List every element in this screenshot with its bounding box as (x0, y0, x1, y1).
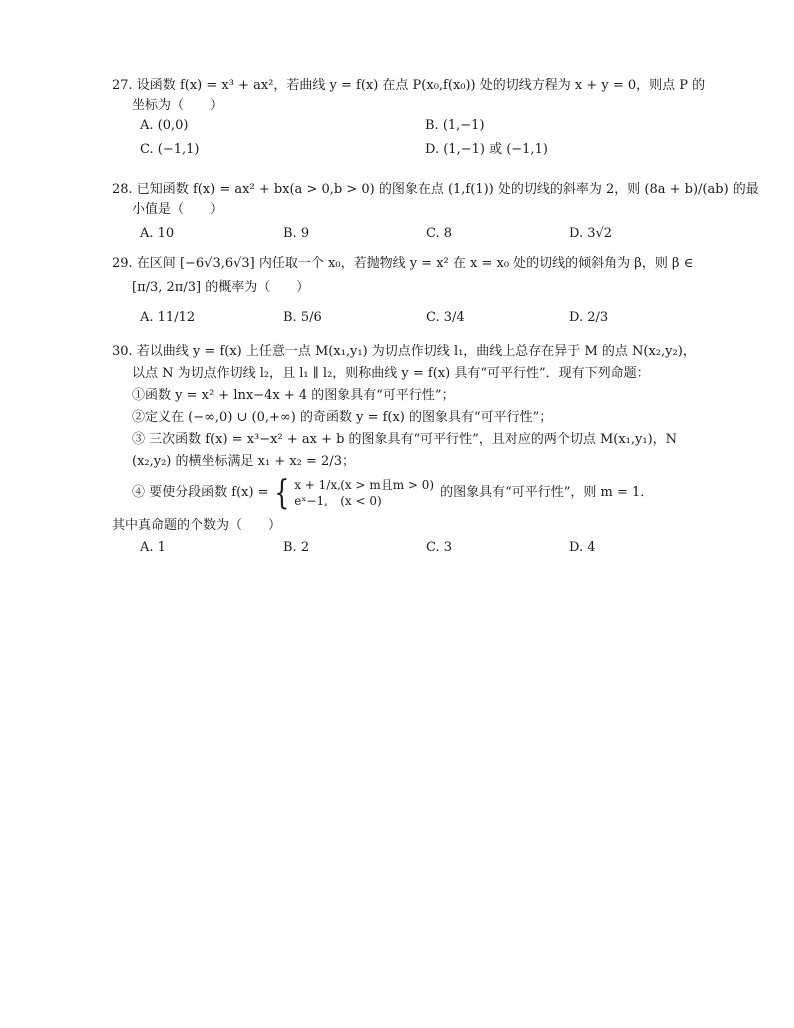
option-b: B. (1,−1) (425, 118, 485, 133)
proposition-2: ②定义在 (−∞,0) ∪ (0,+∞) 的奇函数 y = f(x) 的图象具有“可平行性”； (132, 410, 553, 425)
proposition-4-suffix: 的图象具有“可平行性”，则 m = 1． (440, 485, 654, 500)
question-28-stem-cont: 小值是（ ） (132, 202, 224, 217)
option-b: B. 2 (283, 540, 310, 555)
option-a: A. (0,0) (140, 118, 189, 133)
option-a: A. 1 (140, 540, 166, 555)
brace-symbol: { (273, 473, 289, 513)
question-28 (112, 180, 759, 244)
option-d: D. 2/3 (569, 310, 609, 325)
case-1 (294, 477, 434, 493)
proposition-3-cont: (x₂,y₂) 的横坐标满足 x₁ + x₂ = 2/3； (132, 454, 355, 469)
question-28-options (112, 224, 712, 244)
question-27-stem-cont: 坐标为（ ） (132, 98, 224, 113)
question-30-options (112, 538, 712, 558)
question-29-options (112, 308, 712, 328)
case-2 (294, 493, 434, 509)
option-d: D. (1,−1) 或 (−1,1) (425, 142, 548, 157)
question-29-stem-cont: [π/3, 2π/3] 的概率为（ ） (132, 280, 310, 295)
option-c: C. (−1,1) (140, 142, 200, 157)
case-2-condition: (x < 0) (340, 494, 382, 508)
case-1-expression: x + 1/x, (294, 478, 341, 492)
option-c: C. 3 (426, 540, 453, 555)
proposition-1: ①函数 y = x² + lnx−4x + 4 的图象具有“可平行性”； (132, 388, 455, 403)
case-1-condition: (x > m且m > 0) (340, 478, 435, 492)
proposition-3: ③ 三次函数 f(x) = x³−x² + ax + b 的图象具有“可平行性”，且对应的两个切点 M(x₁,y₁)，N (132, 432, 678, 447)
question-30-prompt: 其中真命题的个数为（ ） (112, 518, 282, 533)
question-28-stem: 28. 已知函数 f(x) = ax² + bx(a > 0,b > 0) 的图象在点 (1,f(1)) 处的切线的斜率为 2，则 (8a + b)/(ab) 的最 (112, 182, 759, 197)
question-27-options-row1 (112, 116, 712, 136)
option-a: A. 10 (140, 226, 175, 241)
proposition-4 (112, 472, 712, 514)
question-27-options-row2 (112, 140, 712, 160)
option-d: D. 3√2 (569, 226, 613, 241)
question-29-stem: 29. 在区间 [−6√3,6√3] 内任取一个 x₀，若抛物线 y = x² 在 x = x₀ 处的切线的倾斜角为 β，则 β ∈ (112, 256, 694, 271)
piecewise-cases (294, 477, 434, 509)
question-27-stem: 27. 设函数 f(x) = x³ + ax²，若曲线 y = f(x) 在点 P(x₀,f(x₀)) 处的切线方程为 x + y = 0，则点 P 的 (112, 78, 706, 93)
question-29 (112, 254, 712, 328)
question-30 (112, 342, 712, 558)
option-a: A. 11/12 (140, 310, 196, 325)
question-30-stem-cont: 以点 N 为切点作切线 l₂，且 l₁ ∥ l₂，则称曲线 y = f(x) 具有“可平行性”．现有下列命题： (132, 366, 650, 381)
option-b: B. 9 (283, 226, 310, 241)
option-c: C. 3/4 (426, 310, 465, 325)
option-b: B. 5/6 (283, 310, 322, 325)
question-30-stem: 30. 若以曲线 y = f(x) 上任意一点 M(x₁,y₁) 为切点作切线 l₁，曲线上总存在异于 M 的点 N(x₂,y₂)， (112, 344, 696, 359)
proposition-4-prefix: ④ 要使分段函数 f(x) = (132, 485, 269, 500)
option-d: D. 4 (569, 540, 596, 555)
case-2-expression: eˣ−1, (294, 494, 328, 508)
question-27 (112, 76, 712, 160)
option-c: C. 8 (426, 226, 453, 241)
